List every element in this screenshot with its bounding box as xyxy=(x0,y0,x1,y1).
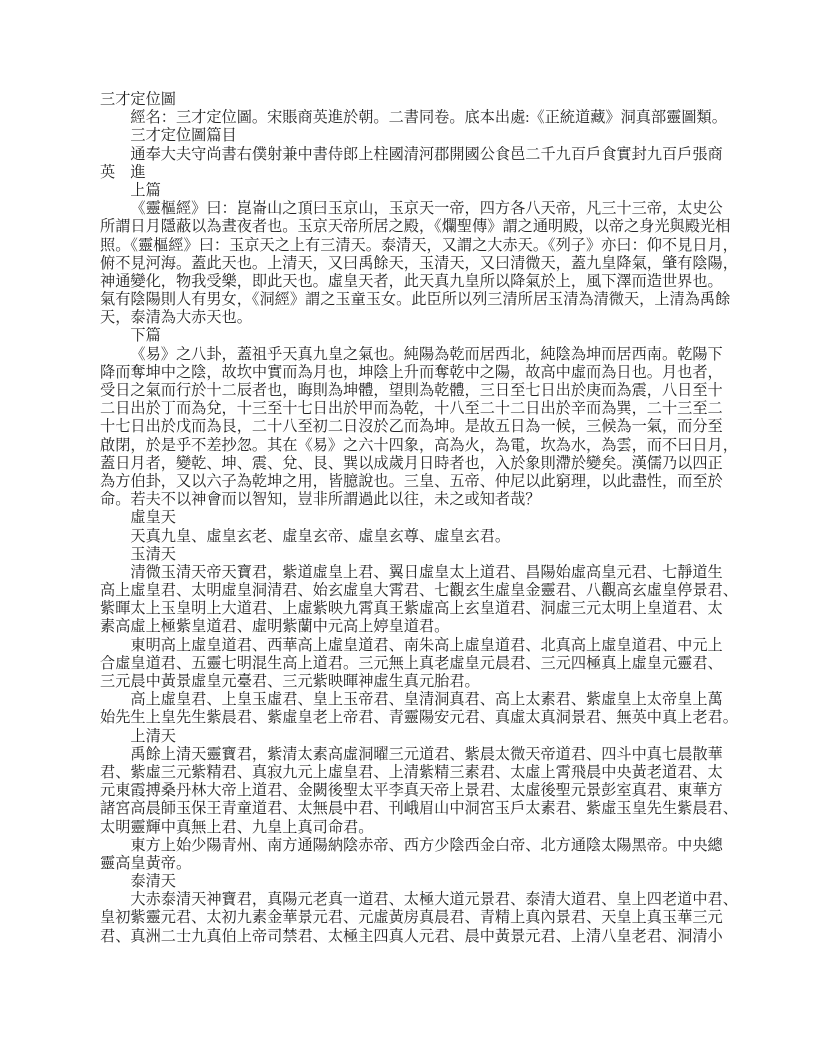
document-line: 天真九皇、虛皇玄老、虛皇玄帝、虛皇玄尊、虛皇玄君。 xyxy=(130,527,511,545)
document-line: 大赤泰清天神寶君，真陽元老真一道君、太極大道元景君、泰清大道君、皇上四老道中君、 xyxy=(130,891,738,909)
document-line: 所謂日月隱蔽以為晝夜者也。玉京天帝所居之殿，《爛聖傳》謂之通明殿，以帝之身光與殿光相 xyxy=(100,218,731,236)
document-line: 受日之氣而行於十二辰者也，晦則為坤體，望則為乾體，三日至七日出於庚而為震，八日至十 xyxy=(100,382,723,399)
document-line: 合虛皇道君、五靈七明混生高上道君。三元無上真老虛皇元晨君、三元四極真上虛皇元靈君、 xyxy=(100,654,723,672)
document-line: 紫暉太上玉皇明上大道君、上虛紫映九霄真王紫虛高上玄皇道君、洞虛三元太明上皇道君、太 xyxy=(100,600,723,618)
document-line: 高上虛皇君、上皇玉虛君、皇上玉帝君、皇清洞真君、高上太素君、紫虛皇上太帝皇上萬 xyxy=(130,691,723,709)
document-line: 素高虛上極紫皇道君、虛明紫蘭中元高上婷皇道君。 xyxy=(100,618,450,636)
document-line: 上清天 xyxy=(130,727,176,745)
document-line: 元東霞搏桑丹林大帝上道君、金闕後聖太平李真天帝上景君、太虛後聖元景彭室真君、東華方 xyxy=(100,782,723,800)
document-line: 二日出於丁而為兌，十三至十七日出於甲而為乾，十八至二十二日出於辛而為巽，二十三至二 xyxy=(100,400,723,418)
document-title-line: 三才定位圖 xyxy=(100,91,176,108)
document-line: 東明高上虛皇道君、西華高上虛皇道君、南朱高上虛皇道君、北真高上虛皇道君、中元上 xyxy=(130,636,723,654)
document-line: 高上虛皇君、太明虛皇洞清君、始玄虛皇大霄君、七觀玄生虛皇金靈君、八觀高玄虛皇停景君、 xyxy=(100,582,738,600)
document-line: 皇初紫靈元君、太初九素金華景元君、元虛黃房真晨君、青精上真內景君、天皇上真玉華三元 xyxy=(100,909,723,927)
document-line: 照。《靈樞經》曰：玉京天之上有三清天。泰清天，又謂之大赤天。《列子》亦曰：仰不見日月， xyxy=(100,236,738,254)
document-line: 天，泰清為大赤天也。 xyxy=(100,309,252,327)
document-line: 東方上始少陽青州、南方通陽納陰赤帝、西方少陰西金白帝、北方通陰太陽黑帝。中央總 xyxy=(130,836,723,854)
document-line: 清微玉清天帝天寶君，紫道虛皇上君、翼日虛皇太上道君、昌陽始虛高皇元君、七靜道生 xyxy=(130,563,723,581)
document-line: 玉清天 xyxy=(130,545,176,563)
document-line: 下篇 xyxy=(130,327,161,345)
document-line: 泰清天 xyxy=(130,873,176,891)
document-line: 三元晨中黃景虛皇元臺君、三元紫映暉神虛生真元胎君。 xyxy=(100,673,480,690)
document-line: 君、真洲二士九真伯上帝司禁君、太極主四真人元君、晨中黃景元君、上清八皇老君、洞清小 xyxy=(100,927,723,945)
document-line: 經名：三才定位圖。宋賬商英進於朝。二書同卷。底本出處:《正統道藏》洞真部靈圖類。 xyxy=(130,109,727,127)
document-line: 上篇 xyxy=(130,181,161,199)
document-line: 氣有陰陽則人有男女，《洞經》謂之玉童玉女。此臣所以列三清所居玉清為清微天，上清為禹餘 xyxy=(100,291,731,309)
document-text-block xyxy=(100,91,738,946)
document-line: 俯不見河海。蓋此天也。上清天，又曰禹餘天，玉清天，又曰清微天，蓋九皇降氣，肇有陰陽， xyxy=(100,254,738,272)
document-line: 啟閉，於是乎不差抄忽。其在《易》之六十四象，高為火，為電，坎為水，為雲，而不曰日月， xyxy=(100,436,738,454)
document-line: 《靈樞經》曰：崑崙山之頂曰玉京山，玉京天一帝，四方各八天帝，凡三十三帝，太史公 xyxy=(130,200,723,218)
document-line: 禹餘上清天靈寶君，紫清太素高虛洞曜三元道君、紫晨太微天帝道君、四斗中真七晨散華 xyxy=(130,745,723,763)
document-line: 降而奪坤中之陰，故坎中實而為月也，坤陰上升而奪乾中之陽，故高中虛而為日也。月也者， xyxy=(100,363,723,381)
document-line: 通奉大夫守尚書右僕射兼中書侍郎上柱國清河郡開國公食邑二千九百戶食實封九百戶張商 xyxy=(130,145,723,163)
document-line: 君、紫虛三元紫精君、真寂九元上虛皇君、上清紫精三素君、太虛上霄飛晨中央黃老道君、太 xyxy=(100,763,723,781)
document-line: 始先生上皇先生紫晨君、紫虛皇老上帝君、青靈陽安元君、真虛太真洞景君、無英中真上老君。 xyxy=(100,709,738,727)
document-line: 神通變化，物我受樂，即此天也。虛皇天者，此天真九皇所以降氣於上，風下澤而造世界也。 xyxy=(100,272,723,290)
document-line: 三才定位圖篇目 xyxy=(130,127,237,145)
document-line: 蓋日月者，變乾、坤、震、兌、艮、巽以成歲月日時者也，入於象則滯於變矣。漢儒乃以四正 xyxy=(100,454,723,472)
document-line: 《易》之八卦，蓋祖乎天真九皇之氣也。純陽為乾而居西北，純陰為坤而居西南。乾陽下 xyxy=(130,345,723,363)
document-line: 為方伯卦，又以六子為乾坤之用，皆臆說也。三皇、五帝、仲尼以此窮理，以此盡性，而至於 xyxy=(100,472,723,490)
document-line: 太明靈輝中真無上君、九皇上真司命君。 xyxy=(100,818,374,836)
document-line: 虛皇天 xyxy=(130,509,176,527)
document-line: 命。若夫不以神會而以智知，豈非所謂過此以往，未之或知者哉？ xyxy=(100,491,541,509)
document-line: 英 進 xyxy=(100,163,146,181)
document-line: 十七日出於戊而為艮，二十八至初二日沒於乙而為坤。是故五日為一候，三候為一氣，而分至 xyxy=(100,418,723,436)
document-line: 諸宮高晨師玉保王青童道君、太無晨中君、刊峨眉山中洞宮玉戶太素君、紫虛玉皇先生紫晨君、 xyxy=(100,800,738,818)
document-line: 靈高皇黃帝。 xyxy=(100,854,192,872)
